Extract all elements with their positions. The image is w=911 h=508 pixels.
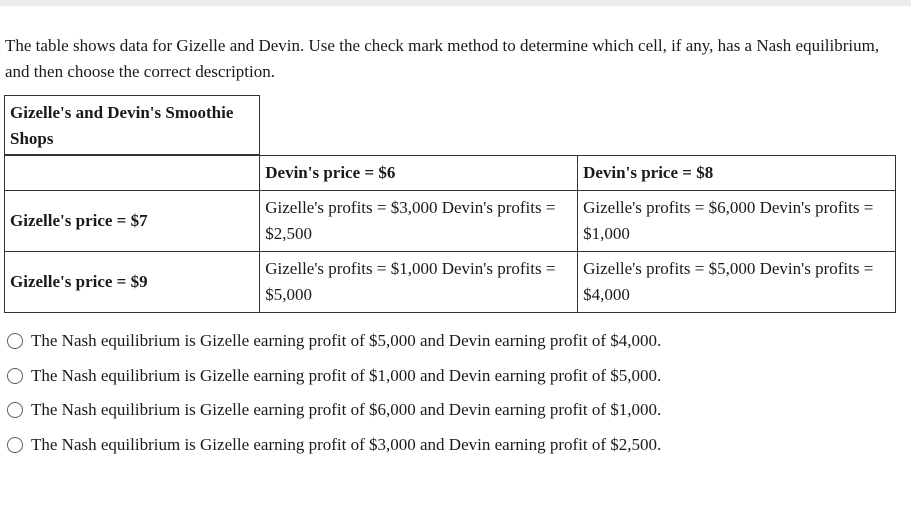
row-label-gizelle-price-7: Gizelle's price = $7	[5, 191, 260, 252]
table-row	[5, 252, 896, 313]
answer-option-3[interactable]	[7, 393, 661, 428]
table-title: Gizelle's and Devin's Smoothie Shops	[4, 95, 260, 155]
answer-option-1[interactable]	[7, 324, 661, 359]
answer-options	[7, 324, 661, 462]
radio-button[interactable]	[7, 437, 23, 453]
question-text: The table shows data for Gizelle and Devin. Use the check mark method to determine which cell, if any, has a Nash equilibrium, and then choose the correct description.	[5, 36, 880, 81]
payoff-cell: Gizelle's profits = $1,000 Devin's profits = $5,000	[260, 252, 578, 313]
answer-option-label[interactable]: The Nash equilibrium is Gizelle earning profit of $5,000 and Devin earning profit of $4,000.	[31, 331, 662, 351]
answer-option-2[interactable]	[7, 359, 661, 394]
answer-option-label[interactable]: The Nash equilibrium is Gizelle earning profit of $3,000 and Devin earning profit of $2,500.	[31, 434, 662, 454]
payoff-cell: Gizelle's profits = $5,000 Devin's profits = $4,000	[578, 252, 896, 313]
table-row	[5, 191, 896, 252]
payoff-table	[4, 155, 896, 313]
answer-option-4[interactable]	[7, 428, 661, 463]
row-label-gizelle-price-9: Gizelle's price = $9	[5, 252, 260, 313]
table-header-row	[5, 156, 896, 191]
header-empty-cell	[5, 156, 260, 191]
answer-option-label[interactable]: The Nash equilibrium is Gizelle earning profit of $1,000 and Devin earning profit of $5,000.	[31, 365, 662, 385]
header-devin-price-6: Devin's price = $6	[260, 156, 578, 191]
payoff-cell: Gizelle's profits = $3,000 Devin's profits = $2,500	[260, 191, 578, 252]
radio-button[interactable]	[7, 333, 23, 349]
answer-option-label[interactable]: The Nash equilibrium is Gizelle earning profit of $6,000 and Devin earning profit of $1,000.	[31, 400, 662, 420]
header-devin-price-8: Devin's price = $8	[578, 156, 896, 191]
radio-button[interactable]	[7, 368, 23, 384]
radio-button[interactable]	[7, 402, 23, 418]
payoff-cell: Gizelle's profits = $6,000 Devin's profits = $1,000	[578, 191, 896, 252]
top-bar	[0, 0, 911, 6]
